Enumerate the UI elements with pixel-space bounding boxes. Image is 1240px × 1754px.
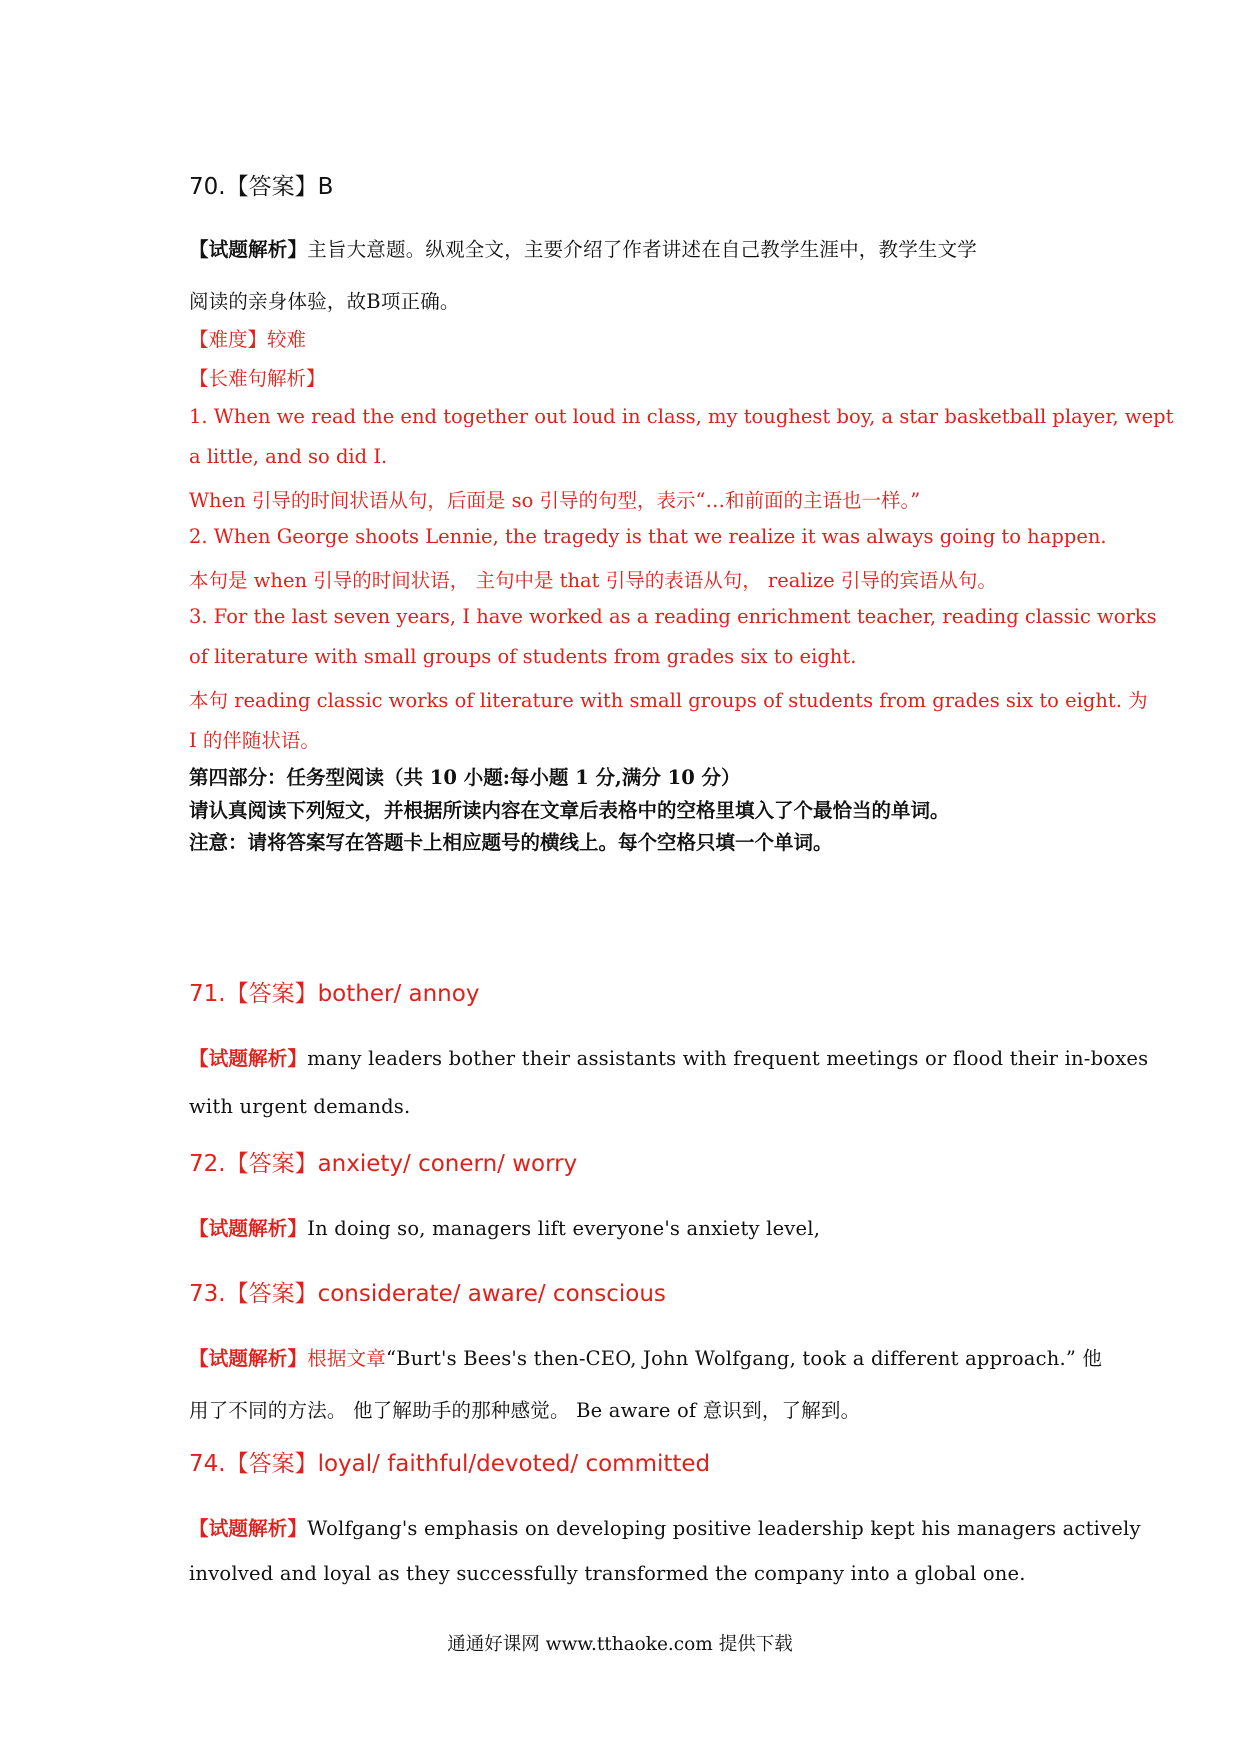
sentence-2-note: 本句是 when 引导的时间状语， 主句中是 that 引导的表语从句， realize 引导的宾语从句。 xyxy=(189,569,997,592)
q74-answer: loyal/ faithful/devoted/ committed xyxy=(317,1451,711,1477)
q74-analysis-line-1 xyxy=(189,1513,1141,1541)
q74-analysis-tag: 【试题解析】 xyxy=(189,1517,308,1540)
q72-heading xyxy=(189,1145,1059,1178)
q70-long-sentence-tag: 【长难句解析】 xyxy=(189,367,326,390)
q70-difficulty-tag: 【难度】 xyxy=(189,328,268,351)
q72-answer-tag: 【答案】 xyxy=(225,1151,318,1177)
q73-analysis-prefix: 根据文章 xyxy=(307,1347,387,1370)
q71-analysis-text-1: many leaders bother their assistants with frequent meetings or flood their in-boxes xyxy=(307,1047,1149,1070)
part4-note: 注意：请将答案写在答题卡上相应题号的横线上。每个空格只填一个单词。 xyxy=(189,831,833,854)
q71-number: 71. xyxy=(189,981,226,1007)
q73-analysis-tag: 【试题解析】 xyxy=(189,1347,308,1370)
sentence-3-line-2: of literature with small groups of students from grades six to eight. xyxy=(189,645,857,668)
q70-heading xyxy=(189,168,1059,201)
part4-title: 第四部分：任务型阅读（共 10 小题:每小题 1 分,满分 10 分） xyxy=(189,766,741,789)
q73-analysis-text-1: “Burt's Bees's then-CEO, John Wolfgang, took a different approach.” 他 xyxy=(386,1347,1103,1370)
q74-heading xyxy=(189,1445,1059,1478)
q70-difficulty xyxy=(189,324,1059,352)
sentence-3-note-2: I 的伴随状语。 xyxy=(189,729,320,752)
q74-analysis-text-1: Wolfgang's emphasis on developing positive leadership kept his managers actively xyxy=(307,1517,1141,1540)
q72-answer: anxiety/ conern/ worry xyxy=(317,1151,578,1177)
q72-analysis-line-1 xyxy=(189,1213,1059,1241)
q73-answer-tag: 【答案】 xyxy=(225,1281,318,1307)
q73-analysis-line-2: 用了不同的方法。 他了解助手的那种感觉。 Be aware of 意识到，了解到。 xyxy=(189,1399,861,1422)
sentence-1-line-2: a little, and so did I. xyxy=(189,445,388,468)
sentence-1-line-1: 1. When we read the end together out loud in class, my toughest boy, a star basketball player, wept xyxy=(189,405,1174,428)
q73-heading xyxy=(189,1275,1059,1308)
q74-answer-tag: 【答案】 xyxy=(225,1451,318,1477)
q70-analysis-line-2: 阅读的亲身体验，故B项正确。 xyxy=(189,290,460,313)
q71-analysis-line-1 xyxy=(189,1043,1149,1071)
q72-number: 72. xyxy=(189,1151,226,1177)
sentence-3-note-1: 本句 reading classic works of literature with small groups of students from grades six to eight. 为 xyxy=(189,689,1148,712)
sentence-2-line-1: 2. When George shoots Lennie, the tragedy is that we realize it was always going to happen. xyxy=(189,525,1107,548)
part4-instruction: 请认真阅读下列短文，并根据所读内容在文章后表格中的空格里填入了个最恰当的单词。 xyxy=(189,799,950,822)
q73-answer: considerate/ aware/ conscious xyxy=(317,1281,666,1307)
q74-analysis-line-2: involved and loyal as they successfully transformed the company into a global one. xyxy=(189,1562,1026,1585)
q71-answer: bother/ annoy xyxy=(317,981,480,1007)
q70-difficulty-value: 较难 xyxy=(267,328,307,351)
sentence-3-line-1: 3. For the last seven years, I have worked as a reading enrichment teacher, reading classic works xyxy=(189,605,1157,628)
sentence-1-note: When 引导的时间状语从句，后面是 so 引导的句型，表示“…和前面的主语也一样。” xyxy=(189,489,921,512)
q71-heading xyxy=(189,975,1059,1008)
q74-number: 74. xyxy=(189,1451,226,1477)
q71-answer-tag: 【答案】 xyxy=(225,981,318,1007)
page-footer: 通通好课网 www.tthaoke.com 提供下载 xyxy=(447,1634,793,1655)
q70-analysis-line-1 xyxy=(189,234,1059,262)
q70-number: 70. xyxy=(189,174,226,200)
q70-analysis-text-1: 主旨大意题。纵观全文，主要介绍了作者讲述在自己教学生涯中，教学生文学 xyxy=(307,238,978,261)
q73-number: 73. xyxy=(189,1281,226,1307)
q70-answer: B xyxy=(317,174,334,200)
q70-answer-tag: 【答案】 xyxy=(225,174,318,200)
q71-analysis-tag: 【试题解析】 xyxy=(189,1047,308,1070)
q72-analysis-text-1: In doing so, managers lift everyone's anxiety level, xyxy=(307,1217,821,1240)
q70-analysis-tag: 【试题解析】 xyxy=(189,238,308,261)
q73-analysis-line-1 xyxy=(189,1343,1103,1371)
q72-analysis-tag: 【试题解析】 xyxy=(189,1217,308,1240)
q71-analysis-line-2: with urgent demands. xyxy=(189,1095,411,1118)
